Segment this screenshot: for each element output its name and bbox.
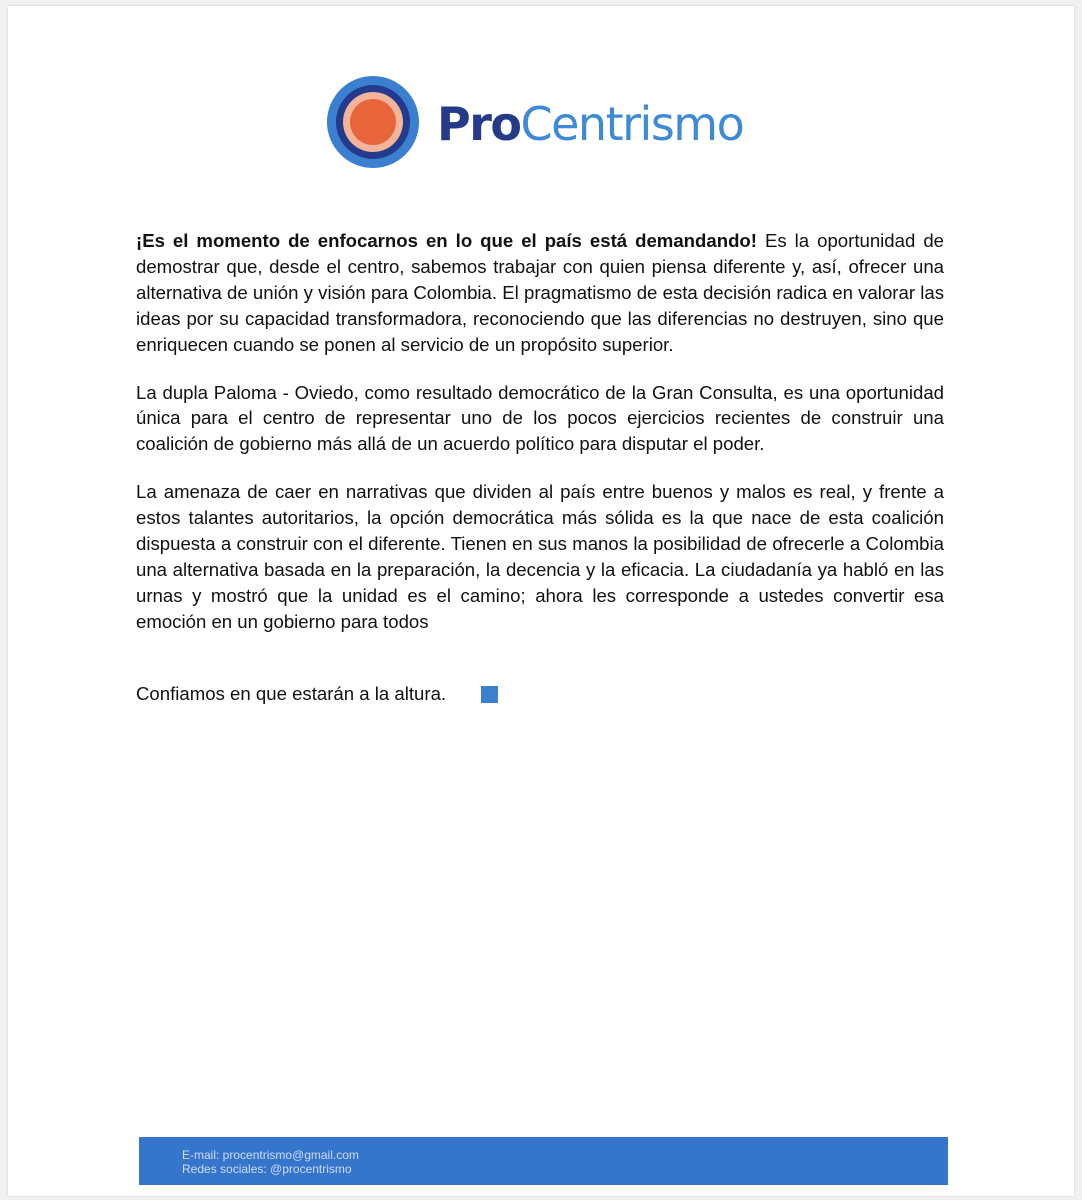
paragraph-3: La amenaza de caer en narrativas que dividen al país entre buenos y malos es real, y frente a estos talantes autoritarios, la opción democrática más sólida es la que nace de esta coalición dispuesta a construir con el diferente. Tienen en sus manos la posibilidad de ofrecerle a Colombia una alternativa basada en la preparación, la decencia y la eficacia. La ciudadanía ya habló en las urnas y mostró que la unidad es el camino; ahora les corresponde a ustedes convertir esa emoción en un gobierno para todos [136, 481, 944, 632]
closing-line [136, 681, 498, 707]
brand-name-light: Centrismo [520, 97, 744, 151]
paragraph-2: La dupla Paloma - Oviedo, como resultado democrático de la Gran Consulta, es una oportunidad única para el centro de representar uno de los pocos ejercicios recientes de construir una coalición de gobierno más allá de un acuerdo político para disputar el poder. [136, 381, 944, 455]
brand-name-bold: Pro [437, 97, 521, 151]
letter-page [8, 6, 1074, 1196]
brand-name [437, 97, 744, 151]
footer-social: Redes sociales: @procentrismo [182, 1162, 352, 1176]
closing-text: Confiamos en que estarán a la altura. [136, 683, 447, 704]
letter-body [136, 228, 944, 657]
paragraph-1-text: Es la oportunidad de demostrar que, desde el centro, sabemos trabajar con quien piensa diferente y, así, ofrecer una alternativa de unión y visión para Colombia. El pragmatismo de esta decisión radica en valorar las ideas por su capacidad transformadora, reconociendo que las diferencias no destruyen, sino que enriquecen cuando se ponen al servicio de un propósito superior. [136, 230, 944, 355]
concentric-circles-icon [327, 76, 419, 168]
paragraph-1-headline: ¡Es el momento de enfocarnos en lo que el país está demandando! [136, 230, 757, 251]
procentrismo-logo [327, 74, 743, 170]
footer-bar [139, 1137, 948, 1185]
paragraph-1 [136, 228, 944, 358]
footer-email: E-mail: procentrismo@gmail.com [182, 1148, 359, 1162]
blue-square-icon [481, 686, 498, 703]
